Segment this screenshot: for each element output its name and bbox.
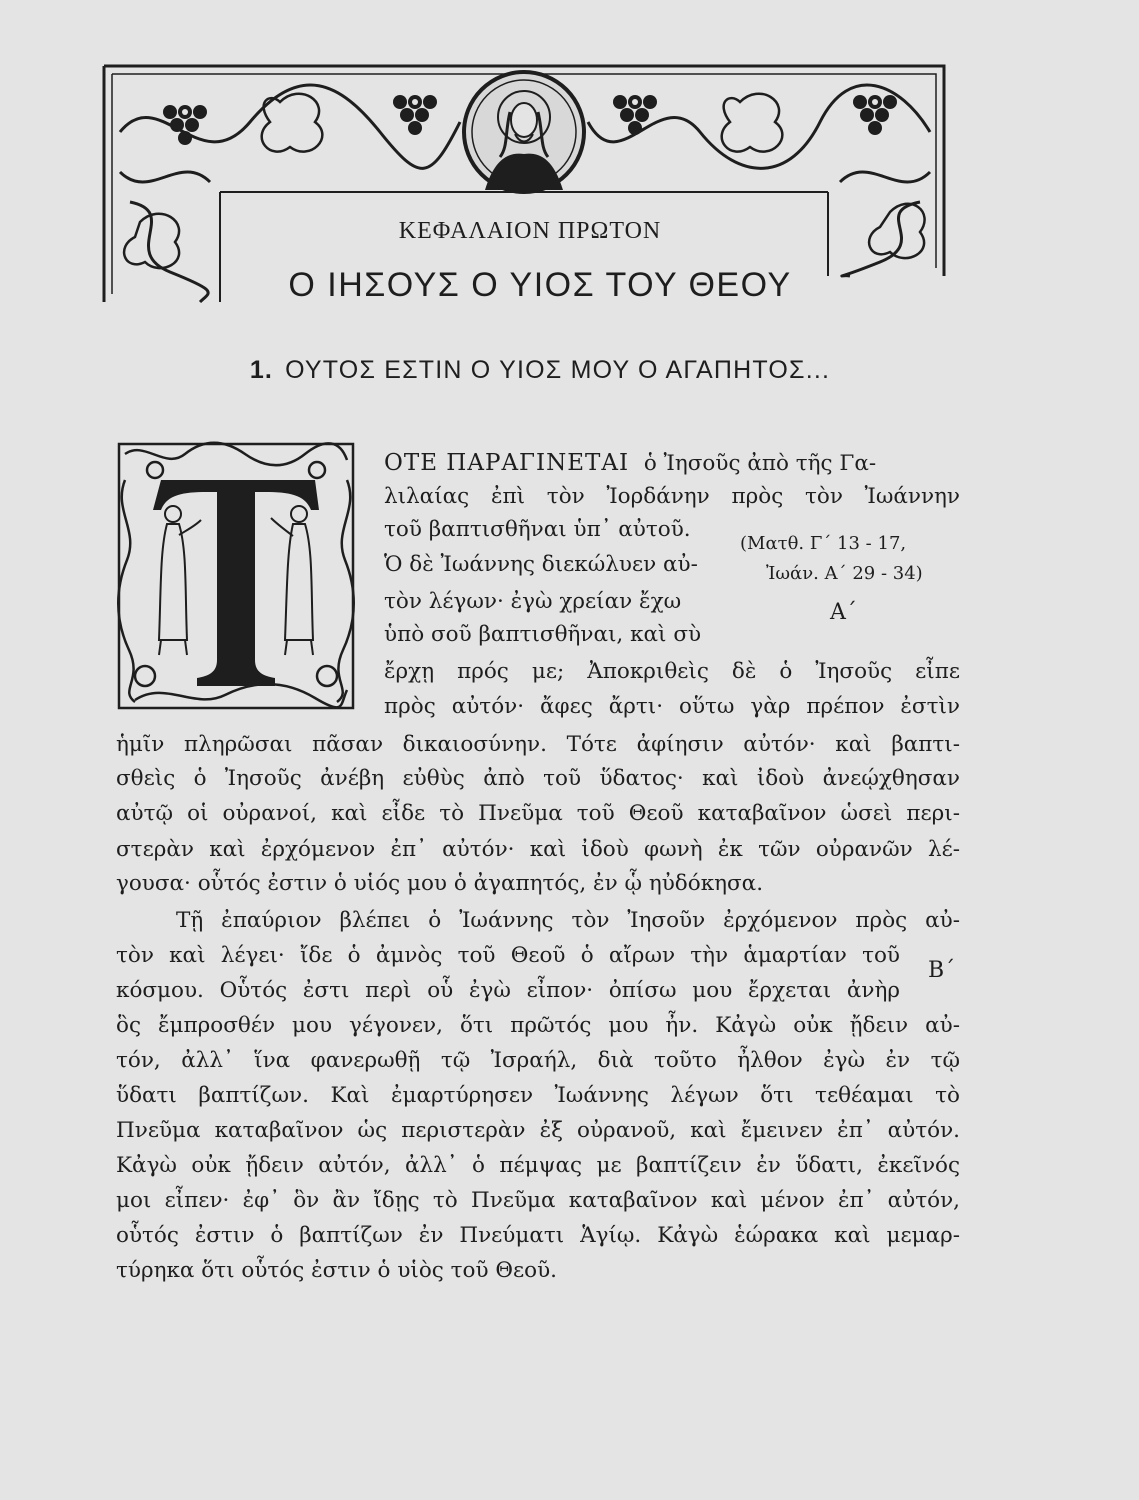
paragraph-2-line: Πνεῦμα καταβαῖνον ὡς περιστερὰν ἐξ οὐρανοῦ, καὶ ἔμεινεν ἐπ᾽ αὐτόν. — [116, 1118, 960, 1143]
paragraph-1-line: γουσα· οὗτός ἐστιν ὁ υἱός μου ὁ ἀγαπητός, ἐν ᾧ ηὐδόκησα. — [116, 871, 764, 896]
paragraph-1-line: πρὸς αὐτόν· ἄφες ἄρτι· οὕτω γὰρ πρέπον ἐστὶν — [384, 694, 960, 719]
paragraph-2-line: τὸν καὶ λέγει· ἴδε ὁ ἀμνὸς τοῦ Θεοῦ ὁ αἴρων τὴν ἁμαρτίαν τοῦ — [116, 943, 900, 968]
letter-t-glyph — [153, 480, 319, 686]
paragraph-2-line: μοι εἶπεν· ἐφ᾽ ὃν ἂν ἴδῃς τὸ Πνεῦμα καταβαῖνον καὶ μένον ἐπ᾽ αὐτόν, — [116, 1188, 960, 1213]
paragraph-1-line: σθεὶς ὁ Ἰησοῦς ἀνέβη εὐθὺς ἀπὸ τοῦ ὕδατος· καὶ ἰδοὺ ἀνεῴχθησαν — [116, 766, 960, 791]
section-number: 1. — [249, 356, 274, 384]
paragraph-1-line: στερὰν καὶ ἐρχόμενον ἐπ᾽ αὐτόν· καὶ ἰδοὺ φωνὴ ἐκ τῶν οὐρανῶν λέ- — [116, 837, 960, 862]
paragraph-1-line: ΟΤΕ ΠΑΡΑΓΙΝΕΤΑΙ ὁ Ἰησοῦς ἀπὸ τῆς Γα- — [384, 450, 877, 476]
saint-figure-icon — [159, 506, 201, 655]
lead-capitals: ΟΤΕ ΠΑΡΑΓΙΝΕΤΑΙ — [384, 450, 630, 476]
paragraph-1-line: Ὁ δὲ Ἰωάννης διεκώλυεν αὐ- — [384, 552, 698, 577]
paragraph-2-line: Κἀγὼ οὐκ ᾔδειν αὐτόν, ἀλλ᾽ ὁ πέμψας με βαπτίζειν ἐν ὕδατι, ἐκεῖνός — [116, 1153, 960, 1178]
margin-marker-a: Α΄ — [830, 600, 857, 625]
margin-marker-b: Β΄ — [928, 958, 956, 983]
christ-figure-icon — [271, 506, 313, 655]
paragraph-1-line: τοῦ βαπτισθῆναι ὑπ᾽ αὐτοῦ. — [384, 517, 691, 542]
section-title: ΟΥΤΟΣ ΕΣΤΙΝ Ο ΥΙΟΣ ΜΟΥ Ο ΑΓΑΠΗΤΟΣ... — [285, 356, 831, 384]
paragraph-1-line: ὑπὸ σοῦ βαπτισθῆναι, καὶ σὺ — [384, 622, 702, 647]
paragraph-2-line: Τῇ ἐπαύριον βλέπει ὁ Ἰωάννης τὸν Ἰησοῦν ἐρχόμενον πρὸς αὐ- — [176, 908, 960, 933]
paragraph-1-line: τὸν λέγων· ἐγὼ χρείαν ἔχω — [384, 589, 682, 614]
paragraph-2-line: ὕδατι βαπτίζων. Καὶ ἐμαρτύρησεν Ἰωάννης λέγων ὅτι τεθέαμαι τὸ — [116, 1083, 960, 1108]
chapter-title: Ο ΙΗΣΟΥΣ Ο ΥΙΟΣ ΤΟΥ ΘΕΟΥ — [288, 266, 792, 304]
paragraph-2-line: τύρηκα ὅτι οὗτός ἐστιν ὁ υἱὸς τοῦ Θεοῦ. — [116, 1258, 558, 1283]
chapter-label: ΚΕΦΑΛΑΙΟΝ ΠΡΩΤΟΝ — [398, 218, 662, 244]
paragraph-2-line: ὃς ἔμπροσθέν μου γέγονεν, ὅτι πρῶτός μου ἦν. Κἀγὼ οὐκ ᾔδειν αὐ- — [116, 1013, 960, 1038]
scripture-reference-line-1: (Ματθ. Γ΄ 13 - 17, — [740, 533, 907, 554]
paragraph-1-line: ἔρχῃ πρός με; Ἀποκριθεὶς δὲ ὁ Ἰησοῦς εἶπε — [384, 659, 960, 684]
paragraph-2-line: τόν, ἀλλ᾽ ἵνα φανερωθῇ τῷ Ἰσραήλ, διὰ τοῦτο ἦλθον ἐγὼ ἐν τῷ — [116, 1048, 960, 1073]
paragraph-2-line: κόσμου. Οὗτός ἐστι περὶ οὗ ἐγὼ εἶπον· ὀπίσω μου ἔρχεται ἀνὴρ — [116, 978, 900, 1003]
section-heading — [200, 356, 880, 385]
scripture-reference-line-2: Ἰωάν. Α΄ 29 - 34) — [766, 563, 923, 584]
illuminated-initial-t — [115, 440, 357, 712]
paragraph-1-line: λιλαίας ἐπὶ τὸν Ἰορδάνην πρὸς τὸν Ἰωάννην — [384, 484, 960, 509]
paragraph-2-line: οὗτός ἐστιν ὁ βαπτίζων ἐν Πνεύματι Ἁγίῳ. Κἀγὼ ἑώρακα καὶ μεμαρ- — [116, 1223, 960, 1248]
paragraph-1-line: ἡμῖν πληρῶσαι πᾶσαν δικαιοσύνην. Τότε ἀφίησιν αὐτόν· καὶ βαπτι- — [116, 732, 960, 757]
christ-medallion-icon — [464, 72, 584, 192]
paragraph-1-line: αὐτῷ οἱ οὐρανοί, καὶ εἶδε τὸ Πνεῦμα τοῦ Θεοῦ καταβαῖνον ὡσεὶ περι- — [116, 801, 960, 826]
